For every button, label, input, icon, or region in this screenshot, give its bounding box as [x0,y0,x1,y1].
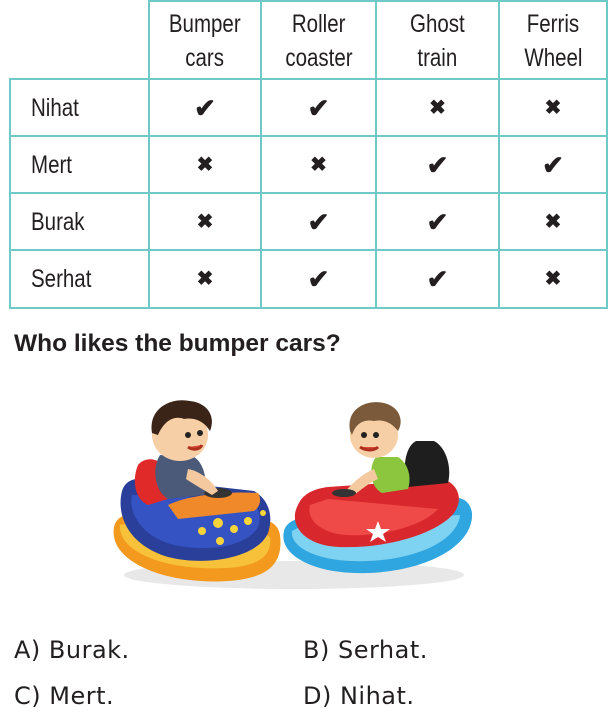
check-icon: ✔ [307,206,330,237]
check-icon: ✔ [542,149,564,180]
cross-icon: ✖ [544,210,562,233]
header-line: train [417,44,458,72]
decor-dot [213,518,223,528]
header-line: coaster [284,44,353,72]
decor-dot [260,510,266,516]
option-c: C) Mert. [14,682,115,710]
cross-icon: ✖ [544,268,562,290]
cross-icon: ✖ [429,96,446,119]
grid-line [148,0,608,2]
decor-dot [216,537,224,545]
header-line: Bumper [169,10,241,38]
decor-dot [244,517,252,525]
header-line: Ferris [526,10,580,38]
row-name-label: Serhat [31,265,92,293]
grid-line [9,307,608,309]
row-name-label: Mert [31,150,72,179]
check-icon: ✔ [307,92,330,123]
row-name-serhat [11,251,148,307]
left-bumper-car [114,400,281,581]
column-header-ferris-wheel [500,4,606,78]
header-line: Wheel [523,44,583,72]
column-header-bumper-cars [150,4,260,78]
decor-dot [230,525,238,533]
row-name-label: Burak [31,207,85,236]
column-header-roller-coaster [262,4,375,78]
cross-icon: ✖ [544,96,562,119]
header-line: cars [185,44,225,72]
row-name-mert [11,137,148,192]
header-line: Roller [291,10,346,38]
option-a: A) Burak. [14,636,130,664]
header-line: Ghost [410,10,465,38]
grid-line [606,0,608,309]
cross-icon: ✖ [310,153,327,176]
check-icon: ✔ [194,92,216,123]
right-bumper-car [283,402,472,573]
row-name-label: Nihat [31,93,79,122]
likes-table [0,0,609,310]
check-icon: ✔ [426,264,449,294]
column-header-ghost-train [377,4,498,78]
cross-icon: ✖ [196,210,214,233]
cross-icon: ✖ [196,153,214,176]
row-name-burak [11,194,148,249]
row-name-nihat [11,80,148,135]
check-icon: ✔ [307,264,330,294]
option-b: B) Serhat. [303,636,428,664]
check-icon: ✔ [426,206,449,237]
decor-dot [198,527,206,535]
option-d: D) Nihat. [303,682,415,710]
question-text: Who likes the bumper cars? [14,330,341,357]
check-icon: ✔ [426,149,449,180]
cross-icon: ✖ [196,268,214,290]
bumper-cars-illustration [108,395,480,593]
